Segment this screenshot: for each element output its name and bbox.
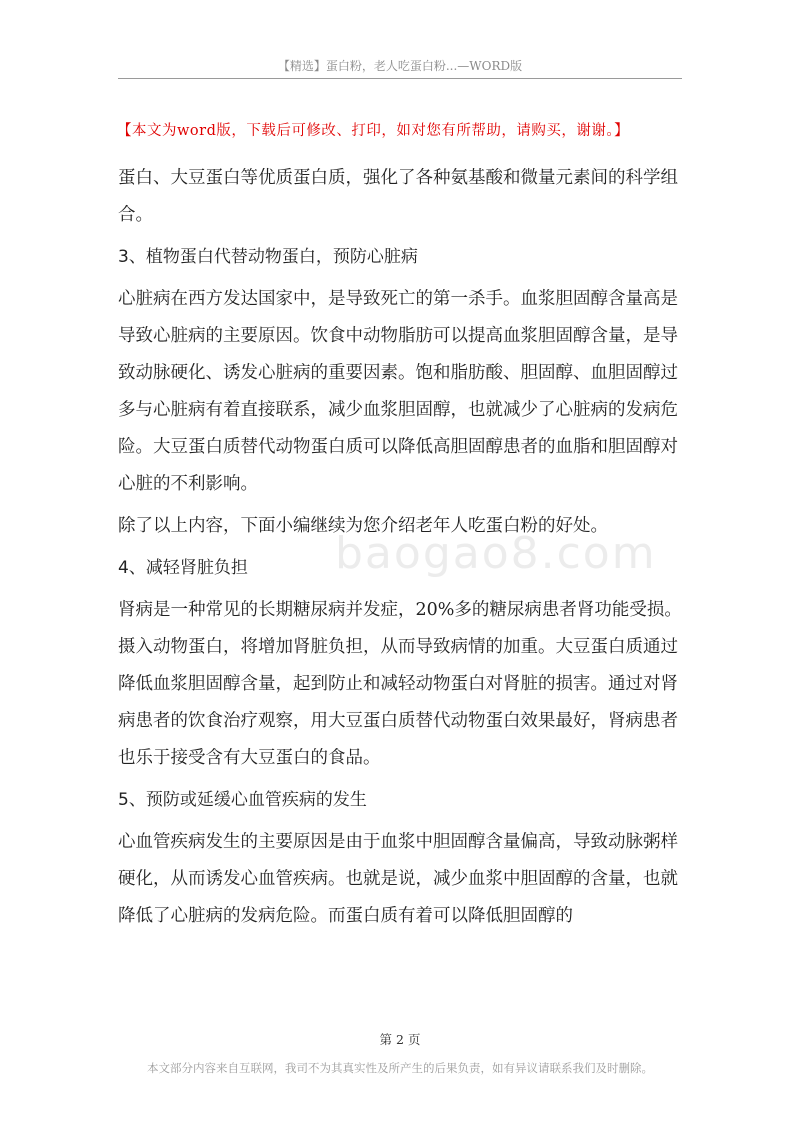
paragraph: 肾病是一种常见的长期糖尿病并发症，20%多的糖尿病患者肾功能受损。摄入动物蛋白，将增加肾脏负担，从而导致病情的加重。大豆蛋白质通过降低血浆胆固醇含量，起到防止和减轻动物蛋白对肾脏的损害。通过对肾病患者的饮食治疗观察，用大豆蛋白质替代动物蛋白效果最好，肾病患者也乐于接受含有大豆蛋白的食品。 xyxy=(118,600,682,768)
page-header: 【精选】蛋白粉，老人吃蛋白粉...—WORD版 xyxy=(277,59,523,73)
section-heading: 3、植物蛋白代替动物蛋白，预防心脏病 xyxy=(118,247,418,267)
section-heading: 4、减轻肾脏负担 xyxy=(118,558,248,578)
watermark: baogao8.com xyxy=(335,528,657,579)
paragraph: 蛋白、大豆蛋白等优质蛋白质，强化了各种氨基酸和微量元素间的科学组合。 xyxy=(118,168,678,225)
download-notice: 【本文为word版，下载后可修改、打印，如对您有所帮助，请购买，谢谢。】 xyxy=(117,123,630,139)
paragraph: 心脏病在西方发达国家中，是导致死亡的第一杀手。血浆胆固醇含量高是导致心脏病的主要原因。饮食中动物脂肪可以提高血浆胆固醇含量，是导致动脉硬化、诱发心脏病的重要因素。饱和脂肪酸、胆固醇、血胆固醇过多与心脏病有着直接联系，减少血浆胆固醇，也就减少了心脏病的发病危险。大豆蛋白质替代动物蛋白质可以降低高胆固醇患者的血脂和胆固醇对心脏的不利影响。 xyxy=(118,289,678,494)
header-divider xyxy=(118,78,682,79)
paragraph: 除了以上内容，下面小编继续为您介绍老年人吃蛋白粉的好处。 xyxy=(118,516,608,536)
document-body xyxy=(118,160,684,940)
page-footer: 本文部分内容来自互联网，我司不为其真实性及所产生的后果负责，如有异议请联系我们及时删除。 xyxy=(147,1061,653,1075)
section-heading: 5、预防或延缓心血管疾病的发生 xyxy=(118,790,367,810)
paragraph: 心血管疾病发生的主要原因是由于血浆中胆固醇含量偏高，导致动脉粥样硬化，从而诱发心血管疾病。也就是说，减少血浆中胆固醇的含量，也就降低了心脏病的发病危险。而蛋白质有着可以降低胆固醇的 xyxy=(118,832,678,926)
page-number: 第 2 页 xyxy=(379,1032,421,1047)
